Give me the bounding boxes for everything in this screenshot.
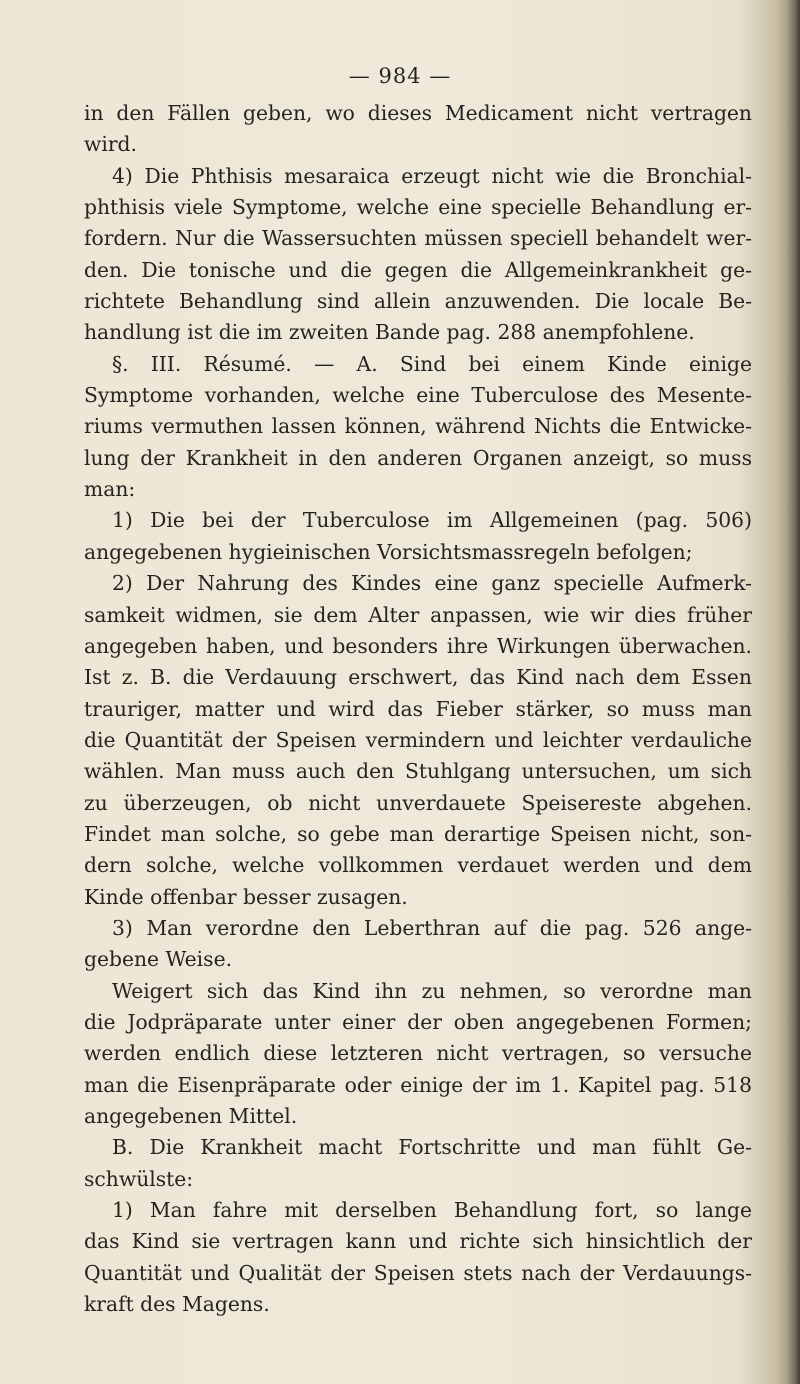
text-line: Quantität und Qualität der Speisen stets nach der Verdauungs-: [84, 1260, 752, 1285]
text-line: das Kind sie vertragen kann und richte sich hinsichtlich der: [84, 1229, 752, 1254]
text-line: phthisis viele Symptome, welche eine specielle Behandlung er-: [84, 195, 752, 220]
text-line: zu überzeugen, ob nicht unverdauete Speisereste abgehen.: [84, 790, 752, 815]
text-line: samkeit widmen, sie dem Alter anpassen, wie wir dies früher: [84, 602, 752, 627]
body-text: [84, 98, 752, 1320]
text-line: angegebenen Mittel.: [84, 1104, 298, 1128]
text-line: fordern. Nur die Wassersuchten müssen speciell behandelt wer-: [84, 226, 752, 251]
text-line: Weigert sich das Kind ihn zu nehmen, so verordne man: [112, 978, 752, 1003]
page-edge-shadow: [786, 0, 800, 1384]
text-line: den. Die tonische und die gegen die Allgemeinkrankheit ge-: [84, 257, 752, 282]
text-line: 2) Der Nahrung des Kindes eine ganz specielle Aufmerk-: [112, 571, 752, 596]
text-line: §. III. Résumé. — A. Sind bei einem Kinde einige: [112, 351, 752, 376]
text-line: schwülste:: [84, 1166, 194, 1191]
text-line: werden endlich diese letzteren nicht vertragen, so versuche: [84, 1041, 752, 1066]
text-line: kraft des Magens.: [84, 1292, 270, 1317]
text-line: Kinde offenbar besser zusagen.: [84, 884, 408, 909]
text-line: die Quantität der Speisen vermindern und leichter verdauliche: [84, 727, 752, 752]
text-line: 1) Die bei der Tuberculose im Allgemeinen (pag. 506): [112, 508, 752, 533]
text-line: die Jodpräparate unter einer der oben angegebenen Formen;: [84, 1009, 752, 1034]
text-line: in den Fällen geben, wo dieses Medicament nicht vertragen: [84, 101, 752, 125]
text-line: Findet man solche, so gebe man derartige Speisen nicht, son-: [84, 821, 752, 846]
page-number: — 984 —: [348, 64, 452, 88]
text-line: angegeben haben, und besonders ihre Wirkungen überwachen.: [84, 633, 752, 658]
text-line: 1) Man fahre mit derselben Behandlung fort, so lange: [112, 1198, 752, 1223]
text-line: man:: [84, 477, 136, 502]
text-line: angegebenen hygieinischen Vorsichtsmassregeln befolgen;: [84, 539, 693, 564]
text-line: B. Die Krankheit macht Fortschritte und man fühlt Ge-: [112, 1135, 752, 1160]
text-line: Symptome vorhanden, welche eine Tuberculose des Mesente-: [84, 383, 752, 408]
text-line: man die Eisenpräparate oder einige der im 1. Kapitel pag. 518: [84, 1072, 752, 1097]
text-line: richtete Behandlung sind allein anzuwenden. Die locale Be-: [84, 289, 752, 314]
text-line: handlung ist die im zweiten Bande pag. 288 anempfohlene.: [84, 320, 695, 345]
text-line: dern solche, welche vollkommen verdauet werden und dem: [84, 853, 752, 878]
text-line: riums vermuthen lassen können, während Nichts die Entwicke-: [84, 414, 752, 439]
text-line: wird.: [84, 132, 137, 157]
text-line: Ist z. B. die Verdauung erschwert, das Kind nach dem Essen: [84, 665, 752, 690]
text-line: 4) Die Phthisis mesaraica erzeugt nicht wie die Bronchial-: [112, 163, 752, 188]
text-line: 3) Man verordne den Leberthran auf die pag. 526 ange-: [112, 915, 752, 940]
text-line: trauriger, matter und wird das Fieber stärker, so muss man: [84, 696, 752, 721]
text-line: gebene Weise.: [84, 947, 233, 972]
text-line: wählen. Man muss auch den Stuhlgang untersuchen, um sich: [84, 759, 752, 784]
text-line: lung der Krankheit in den anderen Organen anzeigt, so muss: [84, 445, 752, 470]
